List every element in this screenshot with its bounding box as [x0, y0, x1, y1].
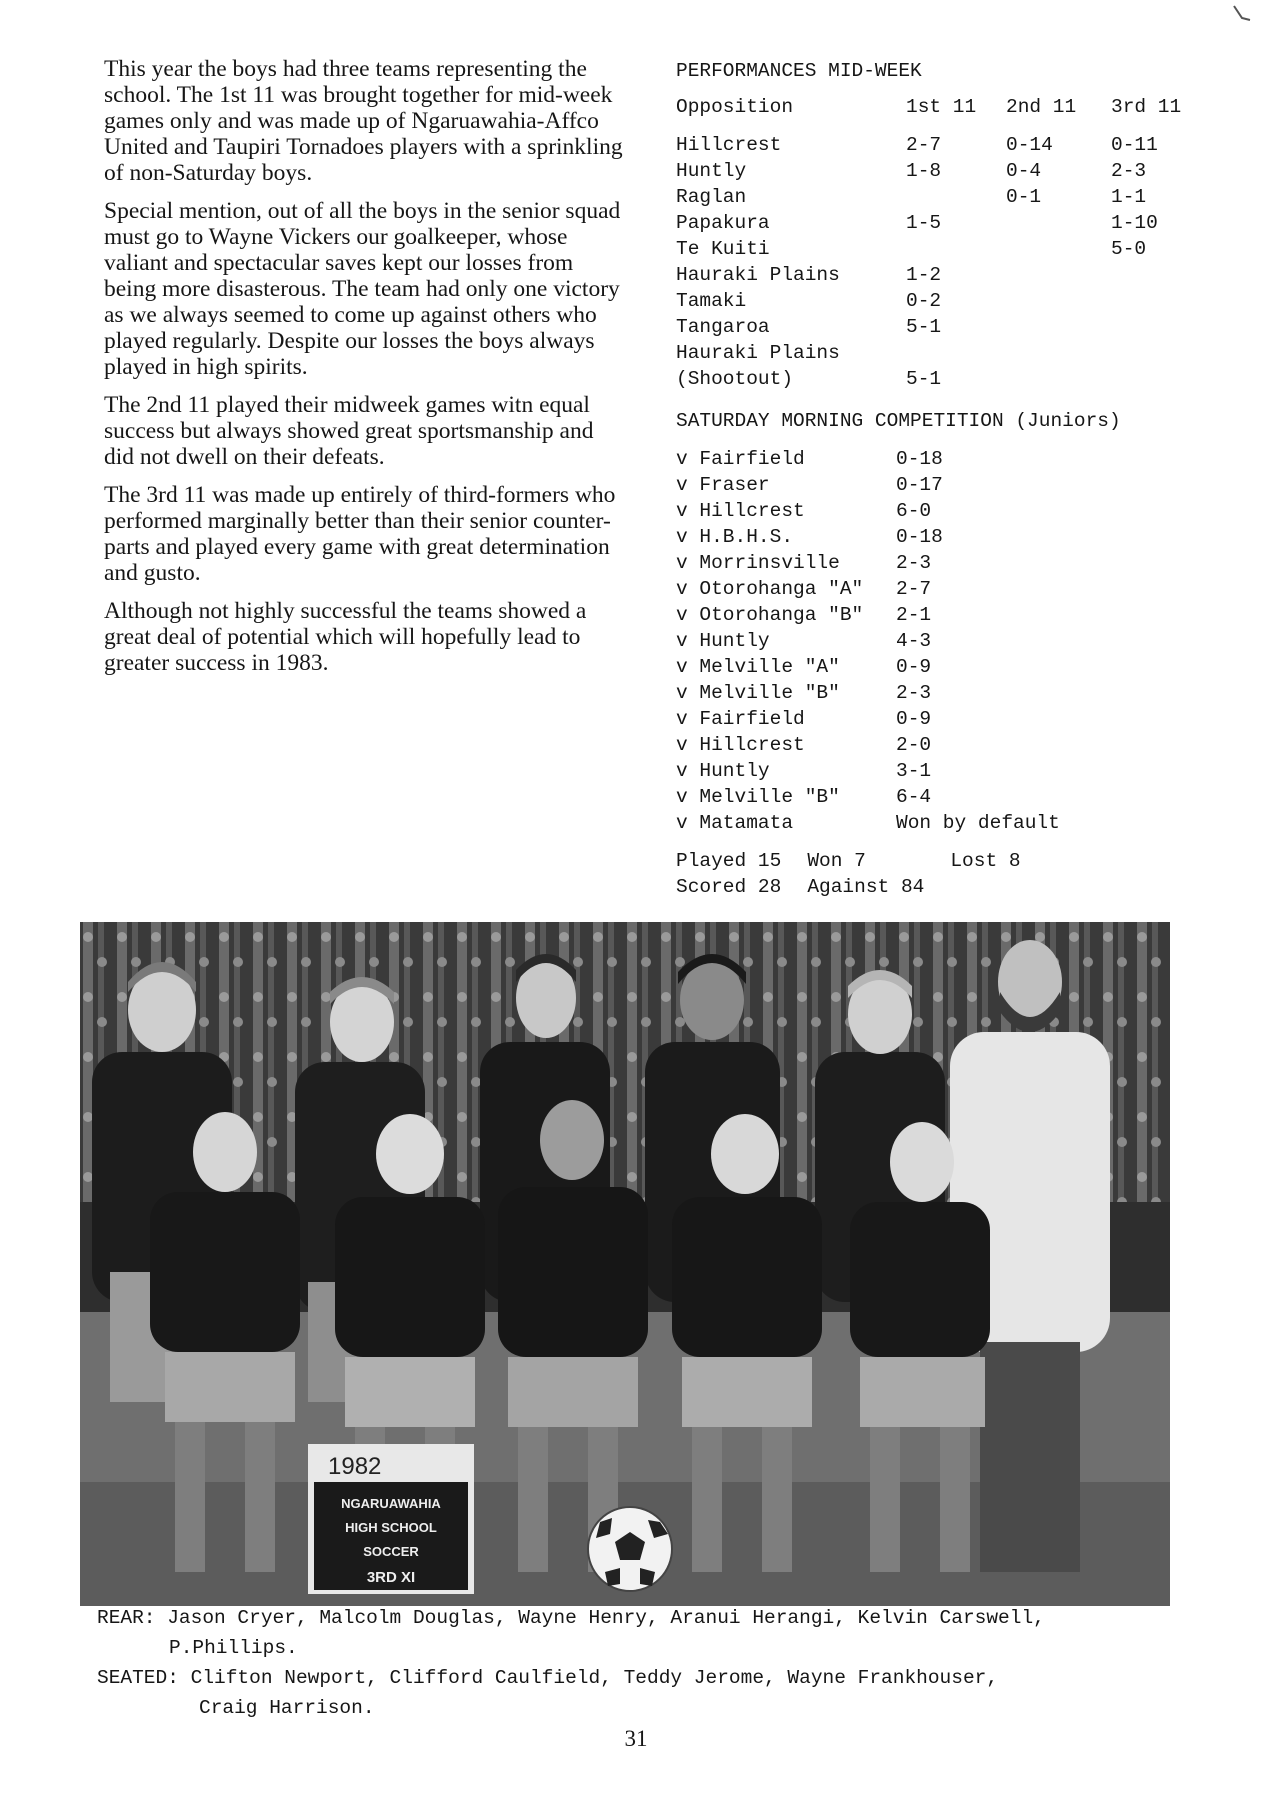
- table-row: [676, 262, 1196, 288]
- score-2nd: 0-4: [1006, 160, 1042, 182]
- soccer-ball-icon: [588, 1507, 672, 1591]
- score-1st: [906, 184, 1006, 210]
- team-board: [308, 1444, 474, 1594]
- table-row: [676, 210, 1196, 236]
- team-cell: v H.B.H.S.: [676, 526, 794, 548]
- summary-won: Won 7: [807, 850, 866, 872]
- caption-rear-continued: P.Phillips.: [169, 1637, 298, 1659]
- table-row: [676, 340, 1196, 366]
- team-cell: v Otorohanga "A": [676, 578, 864, 600]
- table-row: [676, 784, 1060, 810]
- table-row: [676, 184, 1196, 210]
- team-cell: v Huntly: [676, 760, 770, 782]
- season-summary: [676, 848, 1047, 900]
- team-cell: v Huntly: [676, 630, 770, 652]
- header-2nd-11: 2nd 11: [1006, 96, 1077, 118]
- results-column: [676, 58, 1216, 900]
- photo-captions: [97, 1606, 1217, 1726]
- score-cell: 2-0: [896, 734, 932, 756]
- caption-seated-continued: Craig Harrison.: [199, 1697, 375, 1719]
- score-2nd: [1006, 340, 1111, 366]
- team-cell: v Melville "B": [676, 786, 840, 808]
- score-2nd: 0-1: [1006, 186, 1042, 208]
- team-cell: Huntly: [676, 160, 747, 182]
- seated-label: SEATED:: [97, 1667, 179, 1689]
- summary-row: [676, 848, 1047, 874]
- team-cell: Papakura: [676, 212, 770, 234]
- article-paragraph: The 2nd 11 played their midweek games witn equal success but always showed great sportsmanship and did not dwell on their defeats.: [104, 392, 594, 470]
- table-row: [676, 366, 1196, 392]
- article-paragraph: The 3rd 11 was made up entirely of third-formers who performed marginally better than their senior counter-parts and played every game with great determination and gusto.: [104, 482, 616, 586]
- score-cell: 0-9: [896, 656, 932, 678]
- summary-lost: Lost 8: [950, 850, 1021, 872]
- team-cell: Te Kuiti: [676, 238, 770, 260]
- table-row: [676, 314, 1196, 340]
- table-row: [676, 628, 1060, 654]
- board-line: HIGH SCHOOL: [345, 1520, 437, 1535]
- article-paragraph: Special mention, out of all the boys in the senior squad must go to Wayne Vickers our goalkeeper, whose valiant and spectacular saves kept our losses from being more disasterous. The team had only one victory as we always seemed to come up against others who played regularly. Despite our losses the boys always played in high spirits.: [104, 198, 621, 380]
- summary-played: Played 15: [676, 850, 782, 872]
- score-1st: 1-8: [906, 160, 942, 182]
- table-row: [676, 288, 1196, 314]
- team-photo: [80, 922, 1170, 1606]
- team-cell: v Hillcrest: [676, 734, 805, 756]
- caption-seated: [97, 1666, 1217, 1691]
- team-cell: Tamaki: [676, 290, 747, 312]
- score-cell: Won by default: [896, 812, 1060, 834]
- score-1st: [906, 236, 1006, 262]
- caption-rear: [97, 1606, 1217, 1631]
- table-row: [676, 472, 1060, 498]
- team-photo-illustration: [80, 922, 1170, 1606]
- score-2nd: [1006, 314, 1111, 340]
- table-row: [676, 132, 1196, 158]
- summary-scored: Scored 28: [676, 876, 782, 898]
- seated-names: Clifton Newport, Clifford Caulfield, Teddy Jerome, Wayne Frankhouser,: [190, 1667, 999, 1689]
- score-3rd: [1111, 366, 1196, 392]
- score-2nd: [1006, 210, 1111, 236]
- page-number: 31: [624, 1726, 648, 1751]
- score-3rd: [1111, 262, 1196, 288]
- saturday-heading: SATURDAY MORNING COMPETITION (Juniors): [676, 410, 1121, 432]
- score-cell: 0-18: [896, 526, 943, 548]
- score-2nd: [1006, 366, 1111, 392]
- score-3rd: 5-0: [1111, 238, 1147, 260]
- score-cell: 6-4: [896, 786, 932, 808]
- team-cell: v Melville "B": [676, 682, 840, 704]
- score-1st: 0-2: [906, 290, 942, 312]
- score-2nd: [1006, 262, 1111, 288]
- table-row: [676, 446, 1060, 472]
- score-cell: 6-0: [896, 500, 932, 522]
- article-paragraph: This year the boys had three teams representing the school. The 1st 11 was brought together for mid-week games only and was made up of Ngaruawahia-Affco United and Taupiri Tornadoes players with a sprinkling of non-Saturday boys.: [104, 56, 623, 186]
- score-3rd: [1111, 340, 1196, 366]
- score-3rd: 0-11: [1111, 134, 1158, 156]
- corner-mark: [1232, 4, 1254, 29]
- table-row: [676, 524, 1060, 550]
- team-cell: Hauraki Plains: [676, 264, 840, 286]
- table-row: [676, 732, 1060, 758]
- board-year: 1982: [328, 1453, 382, 1480]
- table-row: [676, 236, 1196, 262]
- team-cell: v Fairfield: [676, 448, 805, 470]
- score-cell: 2-7: [896, 578, 932, 600]
- score-3rd: 2-3: [1111, 160, 1147, 182]
- score-2nd: [1006, 236, 1111, 262]
- score-2nd: 0-14: [1006, 134, 1053, 156]
- score-3rd: 1-1: [1111, 186, 1147, 208]
- team-cell: v Hillcrest: [676, 500, 805, 522]
- score-2nd: [1006, 288, 1111, 314]
- header-opposition: Opposition: [676, 96, 794, 118]
- score-cell: 3-1: [896, 760, 932, 782]
- team-cell: Tangaroa: [676, 316, 770, 338]
- summary-row: [676, 874, 1047, 900]
- score-3rd: [1111, 314, 1196, 340]
- team-cell: Raglan: [676, 186, 747, 208]
- team-cell: v Fairfield: [676, 708, 805, 730]
- score-cell: 2-3: [896, 552, 932, 574]
- rear-label: REAR:: [97, 1607, 156, 1629]
- score-3rd: [1111, 288, 1196, 314]
- header-3rd-11: 3rd 11: [1111, 96, 1182, 118]
- team-cell: v Melville "A": [676, 656, 840, 678]
- rear-names: Jason Cryer, Malcolm Douglas, Wayne Henry, Aranui Herangi, Kelvin Carswell,: [167, 1607, 1045, 1629]
- table-row: [676, 758, 1060, 784]
- score-cell: 0-17: [896, 474, 943, 496]
- score-1st: 5-1: [906, 316, 942, 338]
- score-cell: 4-3: [896, 630, 932, 652]
- board-line: 3RD XI: [366, 1569, 416, 1586]
- score-cell: 2-1: [896, 604, 932, 626]
- score-1st: 5-1: [906, 368, 942, 390]
- midweek-results-table: [676, 94, 1196, 392]
- score-1st: [906, 340, 1006, 366]
- table-row: [676, 158, 1196, 184]
- summary-against: Against 84: [807, 876, 925, 898]
- team-cell: v Fraser: [676, 474, 770, 496]
- score-1st: 1-5: [906, 212, 942, 234]
- team-cell: v Otorohanga "B": [676, 604, 864, 626]
- table-row: [676, 550, 1060, 576]
- team-cell: Hauraki Plains: [676, 342, 840, 364]
- table-row: [676, 680, 1060, 706]
- team-cell: Hillcrest: [676, 134, 782, 156]
- score-cell: 0-9: [896, 708, 932, 730]
- board-line: NGARUAWAHIA: [341, 1496, 441, 1511]
- score-1st: 1-2: [906, 264, 942, 286]
- saturday-results-table: [676, 446, 1060, 836]
- article-text: [104, 56, 624, 688]
- table-row: [676, 602, 1060, 628]
- score-3rd: 1-10: [1111, 212, 1158, 234]
- table-header-row: [676, 94, 1196, 132]
- article-paragraph: Although not highly successful the teams showed a great deal of potential which will hopefully lead to greater success in 1983.: [104, 598, 587, 676]
- team-cell: v Morrinsville: [676, 552, 840, 574]
- table-row: [676, 810, 1060, 836]
- midweek-heading: PERFORMANCES MID-WEEK: [676, 60, 922, 82]
- table-row: [676, 576, 1060, 602]
- score-cell: 2-3: [896, 682, 932, 704]
- team-cell: (Shootout): [676, 368, 794, 390]
- table-row: [676, 654, 1060, 680]
- score-1st: 2-7: [906, 134, 942, 156]
- header-1st-11: 1st 11: [906, 96, 977, 118]
- board-line: SOCCER: [363, 1544, 419, 1559]
- score-cell: 0-18: [896, 448, 943, 470]
- team-cell: v Matamata: [676, 812, 794, 834]
- table-row: [676, 706, 1060, 732]
- table-row: [676, 498, 1060, 524]
